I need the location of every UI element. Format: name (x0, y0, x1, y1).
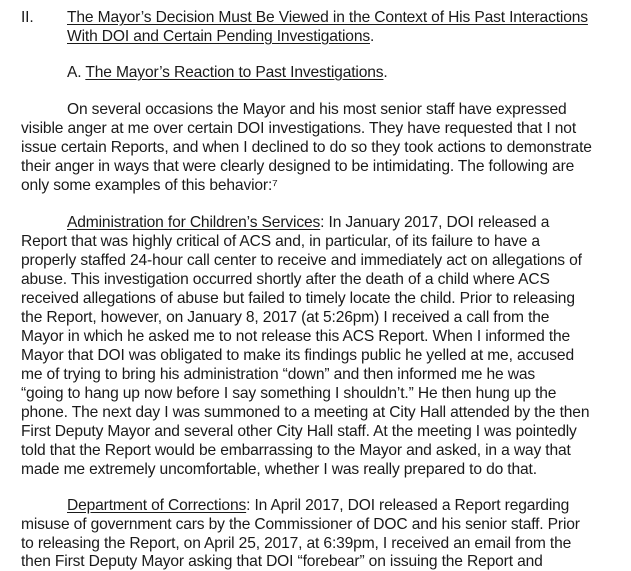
acs-heading: Administration for Children’s Services (67, 214, 321, 231)
paragraph-line: Mayor in which he asked me to not release this ACS Report. When I informed the (21, 328, 571, 345)
paragraph-line: made me extremely uncomfortable, whether I was really prepared to do that. (21, 461, 537, 478)
paragraph-line: First Deputy Mayor and several other City Hall staff. At the meeting I was pointedly (21, 423, 577, 440)
subsection-title: The Mayor’s Reaction to Past Investigations (85, 64, 384, 81)
paragraph-line: their anger in ways that were clearly designed to be intimidating. The following are (21, 158, 575, 175)
acs-first-line-rest: : In January 2017, DOI released a (320, 214, 550, 231)
paragraph-line: visible anger at me over certain DOI investigations. They have requested that I not (21, 120, 577, 137)
doc-first-line-rest: : In April 2017, DOI released a Report regarding (246, 497, 570, 514)
section-heading-line-2-text: With DOI and Certain Pending Investigations (67, 28, 370, 45)
paragraph-line: the Report, however, on January 8, 2017 (at 5:26pm) I received a call from the (21, 309, 550, 326)
paragraph-line: phone. The next day I was summoned to a meeting at City Hall attended by the then (21, 404, 590, 421)
paragraph-line: issue certain Reports, and when I declined to do so they took actions to demonstrate (21, 139, 592, 156)
doc-first-line (67, 496, 569, 515)
paragraph-line: only some examples of this behavior:⁷ (21, 177, 278, 194)
section-number: II. (21, 9, 34, 26)
paragraph-line: abuse. This investigation occurred shortly after the death of a child where ACS (21, 271, 550, 288)
paragraph-line: told that the Report would be embarrassing to the Mayor and asked, in a way that (21, 442, 571, 459)
paragraph-line: me of trying to bring his administration “down” and then informed me he was (21, 366, 535, 383)
subsection-letter: A. (67, 64, 82, 81)
paragraph-line: Report that was highly critical of ACS and, in particular, of its failure to have a (21, 233, 540, 250)
paragraph-line: to releasing the Report, on April 25, 2017, at 6:39pm, I received an email from the (21, 535, 572, 552)
section-heading-line-1: The Mayor’s Decision Must Be Viewed in the Context of His Past Interactions (67, 9, 588, 26)
paragraph-line: On several occasions the Mayor and his most senior staff have expressed (67, 101, 567, 118)
paragraph-line: received allegations of abuse but failed to timely locate the child. Prior to releasing (21, 290, 575, 307)
subsection-title-period: . (383, 64, 388, 81)
acs-first-line (67, 213, 549, 232)
section-heading-period: . (370, 28, 375, 45)
paragraph-line: properly staffed 24-hour call center to receive and immediately act on allegations of (21, 252, 582, 269)
paragraph-line: misuse of government cars by the Commissioner of DOC and his senior staff. Prior (21, 516, 580, 533)
paragraph-line: then First Deputy Mayor asking that DOI “forebear” on issuing the Report and (21, 553, 543, 570)
paragraph-line: “going to hang up now before I say something I shouldn’t.” He then hung up the (21, 385, 557, 402)
section-heading-line-2 (67, 27, 374, 46)
subsection-heading (67, 63, 388, 82)
doc-heading: Department of Corrections (67, 497, 247, 514)
paragraph-line: Mayor that DOI was obligated to make its findings public he yelled at me, accused (21, 347, 574, 364)
